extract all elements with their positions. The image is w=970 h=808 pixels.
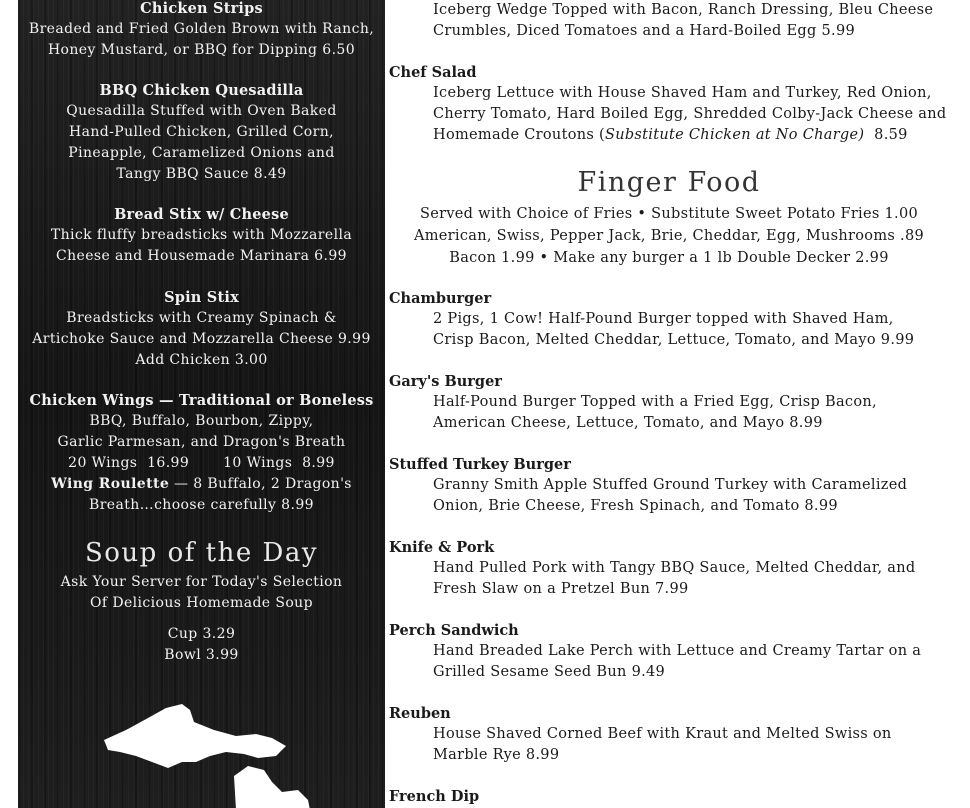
soup-desc: Ask Your Server for Today's Selection (60, 574, 343, 590)
item-desc: Breaded and Fried Golden Brown with Ranch, (28, 21, 375, 37)
item-desc: Breath…choose carefully 8.99 (89, 497, 314, 513)
item-desc: Hand Breaded Lake Perch with Lettuce and Creamy Tartar on a (433, 643, 922, 659)
item-desc: Half-Pound Burger Topped with a Fried Egg, Crisp Bacon, (433, 394, 877, 410)
item-desc: Grilled Sesame Seed Bun 9.49 (433, 664, 666, 680)
appetizers-panel (18, 0, 385, 808)
item-desc: Add Chicken 3.00 (135, 352, 268, 368)
item-desc: Breadsticks with Creamy Spinach & (66, 310, 337, 326)
item-name: Chicken Strips (140, 0, 263, 17)
finger-food-title: Finger Food (577, 167, 761, 198)
item-desc: Marble Rye 8.99 (433, 747, 560, 763)
menu-item-chamburger (389, 288, 964, 351)
finger-food-options (389, 203, 949, 269)
item-desc: Tangy BBQ Sauce 8.49 (116, 166, 287, 182)
item-name: Perch Sandwich (389, 622, 519, 639)
menu-item-wedge-salad (389, 0, 964, 42)
menu-item-chicken-strips (18, 0, 385, 61)
finger-food-option: Served with Choice of Fries • Substitute Sweet Potato Fries 1.00 (419, 206, 919, 222)
finger-food-option: Bacon 1.99 • Make any burger a 1 lb Double Decker 2.99 (449, 250, 889, 266)
item-desc: 20 Wings 16.99 10 Wings 8.99 (68, 455, 335, 471)
item-name: Chicken Wings — Traditional or Boneless (29, 392, 374, 409)
item-desc: Cheese and Housemade Marinara 6.99 (56, 248, 347, 264)
menu-item-knife-and-pork (389, 537, 964, 600)
item-name: Spin Stix (164, 289, 239, 306)
item-name: Chamburger (389, 290, 492, 307)
soup-cup-price: Cup 3.29 (167, 626, 236, 642)
item-desc: 2 Pigs, 1 Cow! Half-Pound Burger topped with Shaved Ham, (433, 311, 894, 327)
item-desc: American Cheese, Lettuce, Tomato, and Mayo 8.99 (433, 415, 823, 431)
wing-roulette-name: Wing Roulette (51, 476, 170, 492)
menu-item-perch-sandwich (389, 620, 964, 683)
menu-item-garys-burger (389, 371, 964, 434)
menu-item-chef-salad (389, 62, 964, 146)
item-name: Bread Stix w/ Cheese (114, 206, 289, 223)
menu-item-bread-stix (18, 204, 385, 267)
chef-salad-desc-part: Homemade Croutons ( (433, 127, 605, 143)
item-desc: Onion, Brie Cheese, Fresh Spinach, and Tomato 8.99 (433, 498, 838, 514)
item-desc: Iceberg Lettuce with House Shaved Ham and Turkey, Red Onion, (433, 85, 932, 101)
item-desc: Honey Mustard, or BBQ for Dipping 6.50 (47, 42, 356, 58)
item-desc: Crisp Bacon, Melted Cheddar, Lettuce, Tomato, and Mayo 9.99 (433, 332, 915, 348)
main-menu-panel (389, 0, 970, 808)
item-desc: House Shaved Corned Beef with Kraut and Melted Swiss on (433, 726, 892, 742)
item-desc: Thick fluffy breadsticks with Mozzarella (50, 227, 353, 243)
soup-section (18, 572, 385, 666)
menu-item-bbq-chicken-quesadilla (18, 80, 385, 185)
chef-salad-price: 8.59 (864, 127, 908, 143)
wing-roulette (18, 474, 385, 495)
finger-food-option: American, Swiss, Pepper Jack, Brie, Cheddar, Egg, Mushrooms .89 (413, 228, 925, 244)
item-name: Chef Salad (389, 64, 477, 81)
michigan-map-icon (86, 700, 346, 808)
item-desc: Garlic Parmesan, and Dragon's Breath (57, 434, 346, 450)
soup-desc: Of Delicious Homemade Soup (90, 595, 313, 611)
menu-item-chicken-wings (18, 390, 385, 516)
item-desc: Cherry Tomato, Hard Boiled Egg, Shredded Colby-Jack Cheese and (433, 106, 947, 122)
item-name: Gary's Burger (389, 373, 502, 390)
item-desc: BBQ, Buffalo, Bourbon, Zippy, (89, 413, 314, 429)
item-name: Reuben (389, 705, 451, 722)
item-name: Stuffed Turkey Burger (389, 456, 571, 473)
soup-bowl-price: Bowl 3.99 (164, 647, 239, 663)
item-name: Knife & Pork (389, 539, 495, 556)
wing-roulette-text: — 8 Buffalo, 2 Dragon's (169, 476, 352, 492)
menu-item-french-dip (389, 786, 964, 807)
soup-section-title: Soup of the Day (84, 538, 319, 568)
item-desc: Crumbles, Diced Tomatoes and a Hard-Boiled Egg 5.99 (433, 23, 855, 39)
menu-item-stuffed-turkey-burger (389, 454, 964, 517)
item-desc: Pineapple, Caramelized Onions and (68, 145, 335, 161)
item-desc (389, 125, 964, 146)
item-desc: Iceberg Wedge Topped with Bacon, Ranch Dressing, Bleu Cheese (433, 2, 934, 18)
item-name: French Dip (389, 788, 480, 805)
chef-salad-substitute-note: Substitute Chicken at No Charge) (604, 127, 865, 143)
menu-item-reuben (389, 703, 964, 766)
item-desc: Hand-Pulled Chicken, Grilled Corn, (69, 124, 334, 140)
item-desc: Granny Smith Apple Stuffed Ground Turkey with Caramelized (433, 477, 908, 493)
item-desc: Fresh Slaw on a Pretzel Bun 7.99 (433, 581, 689, 597)
item-desc: Artichoke Sauce and Mozzarella Cheese 9.99 (32, 331, 371, 347)
item-desc: Quesadilla Stuffed with Oven Baked (66, 103, 337, 119)
item-desc: Hand Pulled Pork with Tangy BBQ Sauce, Melted Cheddar, and (433, 560, 916, 576)
item-name: BBQ Chicken Quesadilla (99, 82, 304, 99)
menu-item-spin-stix (18, 287, 385, 371)
